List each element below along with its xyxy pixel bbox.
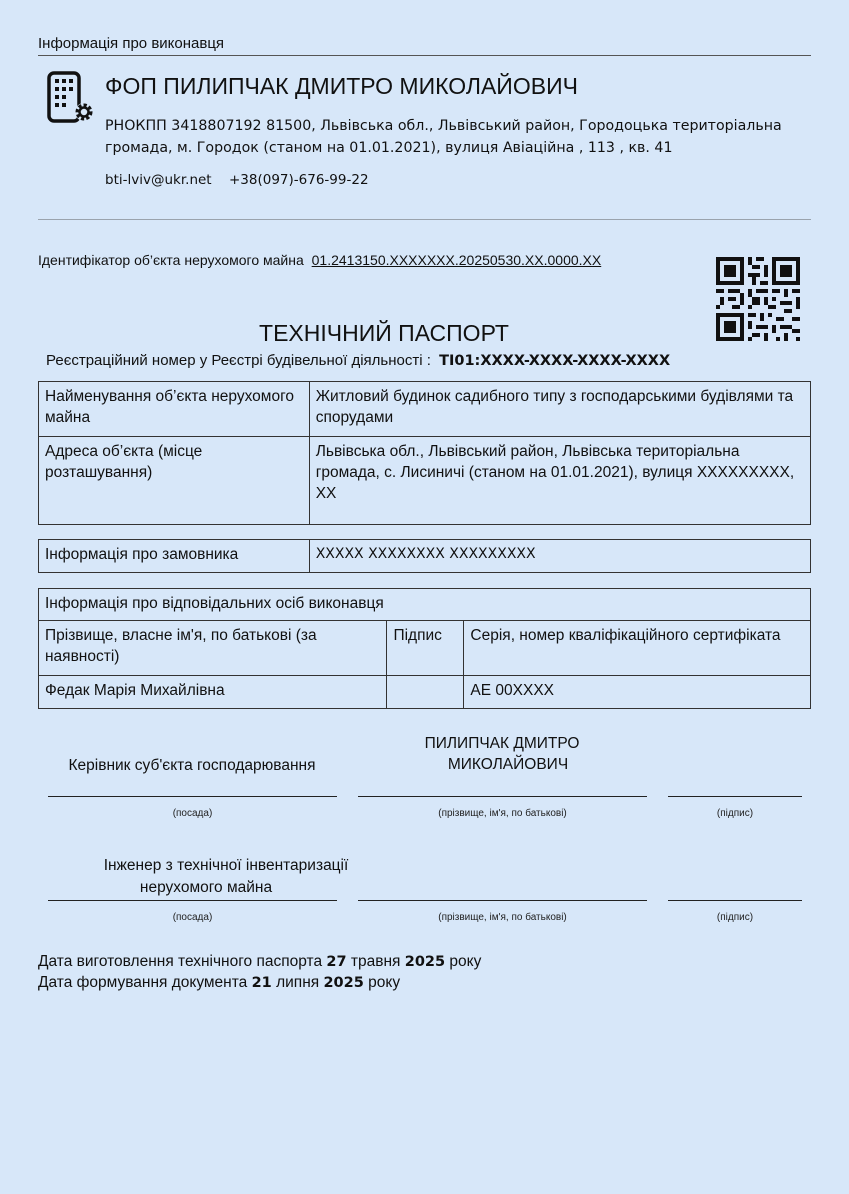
head-position-line [48, 796, 337, 797]
manufacture-day: 27 [326, 954, 347, 970]
formation-date-suffix: року [368, 974, 401, 991]
customer-value: XXXXX XXXXXXXX XXXXXXXXX [309, 540, 810, 573]
manufacture-month: травня [350, 953, 401, 970]
manufacture-date [38, 953, 481, 971]
object-address-label: Адреса об’єкта (місце розташування) [39, 437, 310, 525]
manufacture-date-suffix: року [449, 953, 482, 970]
registry-label: Реєстраційний номер у Реєстрі будівельної діяльності : [46, 352, 431, 369]
registry-row [46, 352, 670, 369]
object-table [38, 381, 811, 525]
responsible-signature [387, 676, 464, 709]
section-divider [38, 219, 811, 220]
head-position: Керівник суб'єкта господарювання [68, 757, 316, 774]
table-row [39, 437, 811, 525]
registry-value: TI01:XXXX-XXXX-XXXX-XXXX [439, 353, 671, 369]
responsible-name: Федак Марія Михайлівна [39, 676, 387, 709]
company-address-line1: РНОКПП 3418807192 81500, Львівська обл., Львівський район, Городоцька територіальна [105, 118, 782, 134]
company-phone: +38(097)-676-99-22 [229, 172, 369, 188]
object-name-label: Найменування об’єкта нерухомого майна [39, 382, 310, 437]
object-address-value: Львівська обл., Львівський район, Львівська територіальна громада, с. Лисиничі (станом на 01.01.2021), вулиця XXXXXXXXX, XX [309, 437, 810, 525]
caption-position: (посада) [172, 808, 213, 819]
head-name-line [358, 796, 647, 797]
engineer-position-line1: Інженер з технічної інвентаризації [103, 857, 349, 874]
table-row [39, 540, 811, 573]
company-email: bti-lviv@ukr.net [105, 172, 212, 188]
caption-position: (посада) [172, 912, 213, 923]
caption-signature: (підпис) [716, 912, 754, 923]
formation-month: липня [276, 974, 320, 991]
head-signature-line [668, 796, 802, 797]
table-row [39, 382, 811, 437]
head-name-line1: ПИЛИПЧАК ДМИТРО [424, 735, 580, 752]
responsible-header: Інформація про відповідальних осіб виконавця [39, 589, 811, 621]
formation-day: 21 [251, 975, 272, 991]
engineer-position-line [48, 900, 337, 901]
header-divider [38, 55, 811, 56]
table-row [39, 589, 811, 621]
table-header-row [39, 621, 811, 676]
formation-date [38, 974, 400, 992]
identifier-label: Ідентифікатор об’єкта нерухомого майна [38, 252, 304, 268]
caption-name: (прізвище, ім'я, по батькові) [438, 808, 567, 819]
responsible-certificate: АЕ 00XXXX [464, 676, 811, 709]
engineer-name-line [358, 900, 647, 901]
engineer-position-line2: нерухомого майна [139, 879, 273, 896]
manufacture-year: 2025 [404, 954, 446, 970]
manufacture-date-prefix: Дата виготовлення технічного паспорта [38, 953, 323, 970]
column-header-signature: Підпис [387, 621, 464, 676]
caption-signature: (підпис) [716, 808, 754, 819]
formation-year: 2025 [323, 975, 364, 991]
customer-table [38, 539, 811, 573]
object-name-value: Житловий будинок садибного типу з господарськими будівлями та спорудами [309, 382, 810, 437]
responsible-table [38, 588, 811, 709]
building-gear-icon [46, 70, 96, 126]
column-header-name: Прізвище, власне ім'я, по батькові (за наявності) [39, 621, 387, 676]
company-name: ФОП ПИЛИПЧАК ДМИТРО МИКОЛАЙОВИЧ [105, 73, 578, 99]
table-row [39, 676, 811, 709]
head-name-line2: МИКОЛАЙОВИЧ [447, 756, 569, 773]
formation-date-prefix: Дата формування документа [38, 974, 248, 991]
document-title: ТЕХНІЧНИЙ ПАСПОРТ [259, 320, 509, 346]
identifier-row [38, 252, 601, 268]
company-address-line2: громада, м. Городок (станом на 01.01.2021), вулиця Авіаційна , 113 , кв. 41 [105, 140, 673, 156]
column-header-certificate: Серія, номер кваліфікаційного сертифіката [464, 621, 811, 676]
identifier-value: 01.2413150.XXXXXXX.20250530.XX.0000.XX [311, 252, 602, 268]
caption-name: (прізвище, ім'я, по батькові) [438, 912, 567, 923]
engineer-signature-line [668, 900, 802, 901]
contractor-section-label: Інформація про виконавця [38, 35, 225, 52]
customer-label: Інформація про замовника [39, 540, 310, 573]
